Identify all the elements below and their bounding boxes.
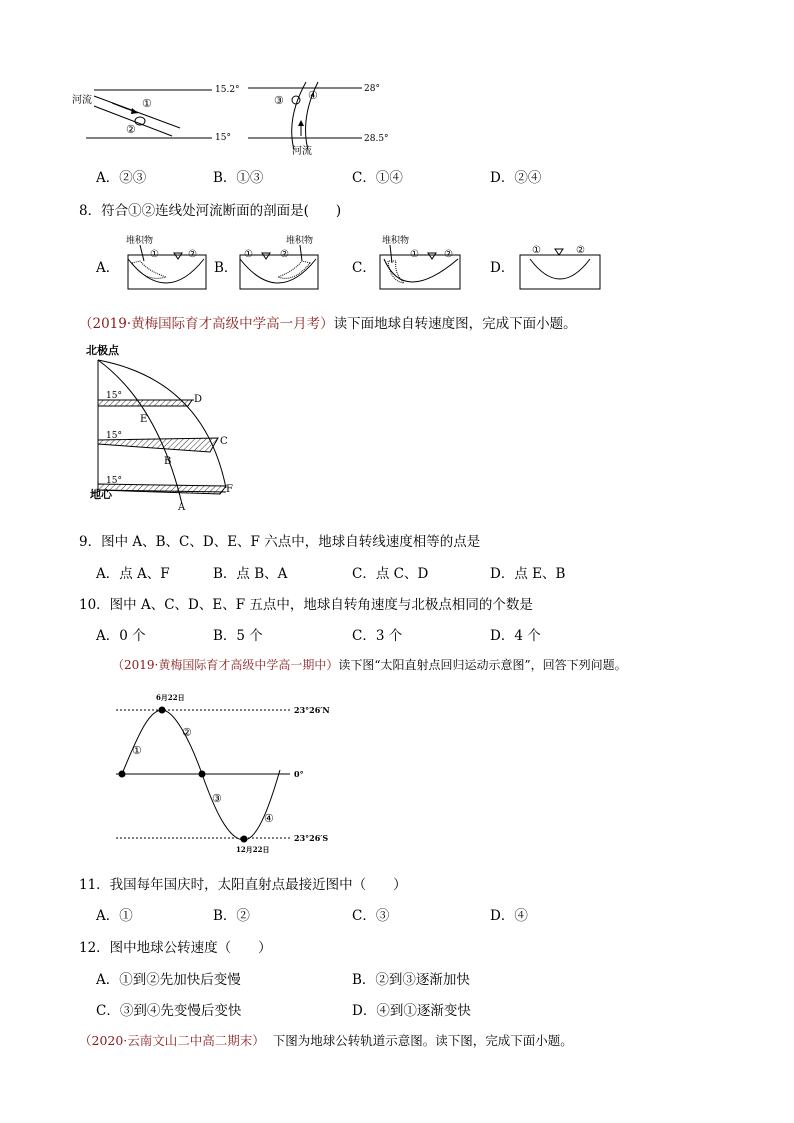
q10-stem: 10．图中 A、C、D、E、F 五点中，地球自转角速度与北极点相同的个数是 [79,597,533,613]
q10-option-c[interactable]: C．3 个 [352,628,403,644]
q11-option-d[interactable]: D．④ [490,908,528,924]
equator-label: 0° [294,769,304,779]
q8-option-c[interactable]: C． [352,260,376,276]
intro-text: 读下面地球自转速度图，完成下面小题。 [333,316,577,332]
q11-option-c[interactable]: C．③ [352,908,390,924]
marker-2: ② [182,726,192,739]
marker-2: ② [126,123,136,136]
intro-q11-12 [112,656,627,673]
q11-stem: 11．我国每年国庆时，太阳直射点最接近图中（ ） [79,877,407,893]
q10-option-a[interactable]: A．0 个 [96,628,146,644]
dec-22-label: 12月22日 [236,845,270,854]
q10-option-b[interactable]: B．5 个 [213,628,263,644]
q11-option-a[interactable]: A．① [96,908,133,924]
tropic-of-cancer-label: 23°26′N [294,705,330,715]
river-label: 河流 [72,95,92,106]
q8-option-d[interactable]: D． [490,260,515,276]
point-c: C [220,436,228,447]
marker-1: ① [410,249,419,260]
q10-option-d[interactable]: D．4 个 [490,628,541,644]
q9-option-a[interactable]: A．点 A、F [96,566,170,582]
marker-2: ② [444,249,453,260]
q12-option-b[interactable]: B．②到③逐渐加快 [352,972,470,988]
source-citation: （2019·黄梅国际育才高级中学高一期中） [112,658,339,672]
q9-option-c[interactable]: C．点 C、D [352,566,429,582]
q12-option-c[interactable]: C．③到④先变慢后变快 [96,1003,242,1019]
marker-3: ③ [274,94,284,107]
latitude-label: 28.5° [364,134,389,144]
angle-label: 15° [106,431,122,441]
point-a: A [178,502,186,512]
earth-rotation-figure [84,340,254,512]
source-citation: （2020·云南文山二中高二期末） [79,1033,265,1048]
intro-text: 下图为地球公转轨道示意图。读下图，完成下面小题。 [272,1033,573,1048]
deposit-label: 堆积物 [286,236,314,246]
q12-option-d[interactable]: D．④到①逐渐变快 [352,1003,471,1019]
q12-option-a[interactable]: A．①到②先加快后变慢 [96,972,241,988]
latitude-label: 28° [364,84,380,94]
latitude-label: 15.2° [215,85,240,95]
point-b: B [164,456,172,467]
deposit-label: 堆积物 [382,236,410,246]
sun-direct-point-figure [110,690,330,860]
marker-1: ① [150,249,159,260]
point-e: E [140,414,148,425]
cross-section-c [374,233,466,293]
north-pole-label: 北极点 [86,344,119,357]
cross-section-a [118,233,210,293]
river-figure-left [72,76,242,146]
q9-option-d[interactable]: D．点 E、B [490,566,566,582]
marker-2: ② [576,245,585,256]
marker-2: ② [280,249,289,260]
marker-4: ④ [264,812,274,825]
q7-option-b[interactable]: B．①③ [213,170,264,186]
q9-option-b[interactable]: B．点 B、A [213,566,288,582]
river-label: 河流 [292,146,312,157]
q8-stem: 8．符合①②连线处河流断面的剖面是( ) [79,203,342,219]
marker-1: ① [142,97,152,110]
marker-1: ① [244,249,253,260]
latitude-label: 15° [215,133,231,143]
marker-3: ③ [212,792,222,805]
angle-label: 15° [106,391,122,401]
q11-option-b[interactable]: B．② [213,908,250,924]
point-f: F [226,484,233,495]
q8-option-b[interactable]: B． [214,260,238,276]
q8-option-a[interactable]: A． [96,260,120,276]
marker-4: ④ [308,89,318,102]
earth-center-label: 地心 [90,488,112,501]
river-figure-right [246,78,396,158]
intro-q9-10 [79,312,577,332]
point-d: D [194,394,203,405]
q12-stem: 12．图中地球公转速度（ ） [79,940,272,956]
q7-option-c[interactable]: C．①④ [352,170,403,186]
q9-stem: 9．图中 A、B、C、D、E、F 六点中，地球自转线速度相等的点是 [79,534,481,550]
cross-section-d [514,233,606,293]
angle-label: 15° [106,476,122,486]
marker-1: ① [132,744,142,757]
tropic-of-capricorn-label: 23°26′S [294,833,329,843]
q7-option-a[interactable]: A．②③ [96,170,147,186]
cross-section-b [234,233,326,293]
marker-1: ① [532,245,541,256]
intro-q13 [79,1031,573,1049]
deposit-label: 堆积物 [126,236,154,246]
june-22-label: 6月22日 [156,693,185,702]
source-citation: （2019·黄梅国际育才高级中学高一月考） [79,316,334,332]
intro-text: 读下图“太阳直射点回归运动示意图”，回答下列问题。 [338,658,627,672]
q7-option-d[interactable]: D．②④ [490,170,542,186]
marker-2: ② [188,249,197,260]
